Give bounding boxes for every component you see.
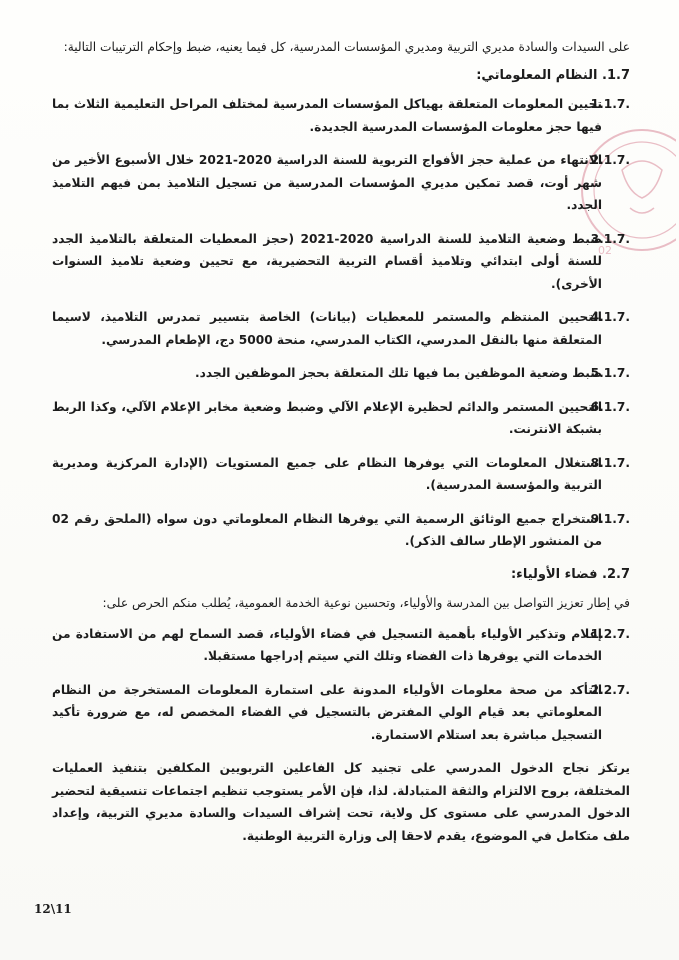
section-1-number: 1.7.	[602, 67, 630, 83]
item-number: 9.1.7.	[590, 511, 630, 526]
document-body	[52, 36, 630, 847]
section-1-heading	[52, 65, 630, 88]
item-text: التأكد من صحة معلومات الأولياء المدونة على استمارة المعلومات المستخرجة من النظام المعلوماتي بعد قيام الولي المفترض بالتسجيل في الفضاء المخصص له، مع ضرورة تأكيد التسجيل مباشرة بعد استلام الاستمارة.	[52, 682, 602, 742]
section-1-title: النظام المعلوماتي:	[476, 67, 598, 83]
list-item	[52, 362, 630, 385]
list-item	[52, 623, 630, 668]
item-text: ضبط وضعية الموظفين بما فيها تلك المتعلقة بحجز الموظفين الجدد.	[194, 366, 602, 380]
section-2-lead: في إطار تعزيز التواصل بين المدرسة والأولياء، وتحسين نوعية الخدمة العمومية، يُطلب منكم الحرص على:	[102, 596, 630, 610]
item-number: 6.1.7.	[590, 399, 630, 414]
list-item	[52, 452, 630, 497]
item-text: استغلال المعلومات التي يوفرها النظام على جميع المستويات (الإدارة المركزية ومديرية التربية والمؤسسة المدرسية).	[52, 455, 602, 492]
item-text: تحيين المعلومات المتعلقة بهياكل المؤسسات المدرسية لمختلف المراحل التعليمية الثلاث بما فيها حجز معلومات المؤسسات المدرسية الجديدة.	[52, 97, 602, 134]
list-item	[52, 149, 630, 217]
item-text: التحيين المستمر والدائم لحظيرة الإعلام الآلي وضبط وضعية مخابر الإعلام الآلي، وكذا الربط بشبكة الانترنت.	[52, 399, 602, 436]
item-number: 4.1.7.	[590, 310, 630, 324]
item-text: ضبط وضعية التلاميذ للسنة الدراسية 2020-2021 (حجز المعطيات المتعلقة بالتلاميذ الجدد للسنة أولى ابتدائي وتلاميذ أقسام التربية التحضيرية، مع تحيين وضعية تلاميذ السنوات الأخرى).	[52, 231, 602, 291]
page-number: 12\11	[34, 902, 72, 916]
item-text: إعلام وتذكير الأولياء بأهمية التسجيل في فضاء الأولياء، قصد السماح لهم من الاستفادة من الخدمات التي يوفرها ذات الفضاء وتلك التي سيتم إدراجها مستقبلا.	[52, 626, 602, 663]
item-text: استخراج جميع الوثائق الرسمية التي يوفرها النظام المعلوماتي دون سواه (الملحق رقم 02 من المنشور الإطار سالف الذكر).	[52, 511, 602, 548]
intro-paragraph: على السيدات والسادة مديري التربية ومديري المؤسسات المدرسية، كل فيما يعنيه، ضبط وإحكام الترتيبات التالية:	[63, 40, 630, 54]
list-item	[52, 679, 630, 747]
list-item	[52, 306, 630, 351]
list-item	[52, 396, 630, 441]
item-number: 2.2.7.	[590, 682, 630, 697]
closing-paragraph: يرتكز نجاح الدخول المدرسي على تجنيد كل الفاعلين التربويين المكلفين بتنفيذ العمليات المختلفة، بروح الالتزام والثقة المتبادلة. لذا، فإن الأمر يستوجب تنظيم اجتماعات تنسيقية لتحضير الدخول المدرسي على مستوى كل ولاية، تحت إشراف السيدات والسادة مديري التربية، وإعداد ملف متكامل في الموضوع، يقدم لاحقا إلى وزارة التربية الوطنية.	[52, 761, 630, 843]
item-number: 1.2.7.	[590, 626, 630, 641]
stamp-number: 02	[598, 244, 612, 257]
item-text: التحيين المنتظم والمستمر للمعطيات (بيانات) الخاصة بتسيير تمدرس التلاميذ، لاسيما المتعلقة منها بالنقل المدرسي، الكتاب المدرسي، منحة 5000 دج، الإطعام المدرسي.	[52, 310, 602, 347]
item-number: 2.1.7.	[590, 153, 630, 167]
item-number: 5.1.7.	[590, 366, 630, 380]
item-number: 1.1.7.	[590, 97, 630, 111]
list-item	[52, 508, 630, 553]
list-item	[52, 228, 630, 296]
item-text: الانتهاء من عملية حجز الأفواج التربوية للسنة الدراسية 2020-2021 خلال الأسبوع الأخير من شهر أوت، قصد تمكين مديري المؤسسات المدرسية من تسجيل التلاميذ بمن فيهم التلاميذ الجدد.	[52, 153, 602, 212]
section-2-heading	[52, 564, 630, 587]
item-number: 3.1.7.	[590, 231, 630, 246]
item-number: 8.1.7.	[590, 455, 630, 470]
section-2-title: فضاء الأولياء:	[510, 566, 598, 582]
list-item	[52, 93, 630, 138]
section-2-number: 2.7.	[602, 566, 630, 582]
